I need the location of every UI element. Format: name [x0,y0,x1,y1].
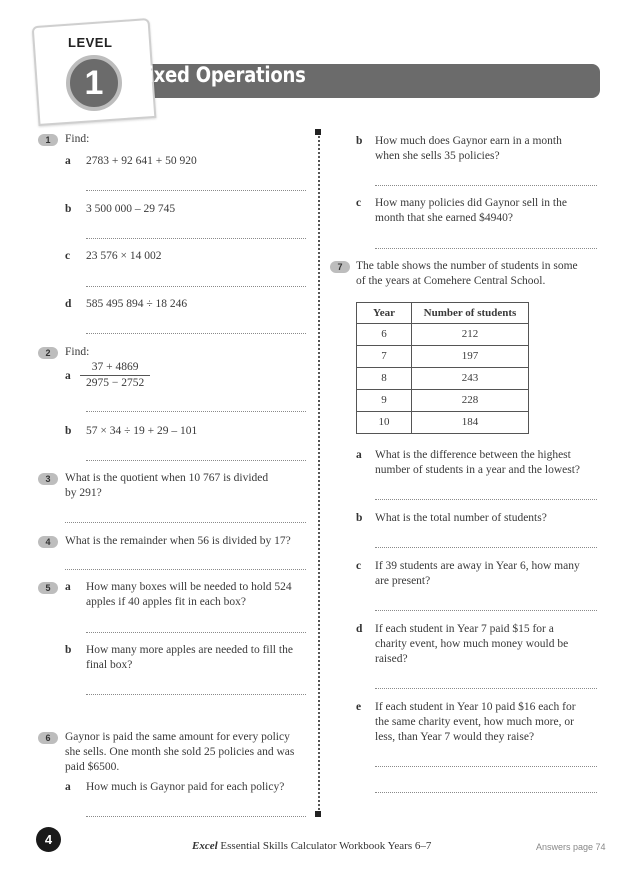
q1-d-expression: 585 495 894 ÷ 18 246 [86,298,188,310]
q7-part-c-label: c [356,560,362,572]
q7-d-line2: charity event, how much money would be [375,638,569,650]
q5-a-answer-line[interactable] [86,632,306,633]
q6-text-line3: paid $6500. [65,761,120,773]
footer-book-title [192,839,431,854]
table-cell-year: 7 [357,346,412,368]
footer-title-rest: Essential Skills Calculator Workbook Years 6–7 [217,840,432,852]
q7-part-e-label: e [356,701,362,713]
table-cell-year: 8 [357,368,412,390]
table-header-row [357,303,529,324]
table-row [357,368,529,390]
q6-part-a-label: a [65,781,71,793]
q7-e-line3: less, than Year 7 would they raise? [375,731,535,743]
q5-a-line1: How many boxes will be needed to hold 524 [86,581,292,593]
q7-d-line1: If each student in Year 7 paid $15 for a [375,623,554,635]
divider-end-bottom [315,811,321,817]
q6-b-line2: when she sells 35 policies? [375,150,500,162]
q4-text: What is the remainder when 56 is divided by 17? [65,535,291,547]
q1-part-d-label: d [65,298,72,310]
q7-b-answer-line[interactable] [375,547,597,548]
question-number-1: 1 [38,134,58,146]
q5-b-answer-line[interactable] [86,694,306,695]
table-row [357,390,529,412]
table-cell-students: 184 [412,412,529,434]
q2-a-numerator: 37 + 4869 [80,360,150,376]
divider-end-top [315,129,321,135]
students-table [356,302,529,434]
q2-part-a-label: a [65,370,71,382]
q7-part-a-label: a [356,449,362,461]
q3-text-line2: by 291? [65,487,102,499]
table-cell-year: 9 [357,390,412,412]
table-row [357,346,529,368]
q5-a-line2: apples if 40 apples fit in each box? [86,596,246,608]
column-divider [318,132,320,814]
level-number-badge: 1 [66,55,122,111]
q7-text-line1: The table shows the number of students in some [356,260,578,272]
q7-a-line2: number of students in a year and the lowest? [375,464,581,476]
q7-c-line2: are present? [375,575,431,587]
page-title: Mixed Operations [130,63,306,87]
q7-e-line1: If each student in Year 10 paid $16 each for [375,701,576,713]
q7-d-answer-line[interactable] [375,688,597,689]
q1-part-a-label: a [65,155,71,167]
q7-d-line3: raised? [375,653,408,665]
q7-e-answer-line-1[interactable] [375,766,597,767]
q3-answer-line[interactable] [65,522,306,523]
table-cell-students: 228 [412,390,529,412]
footer-answers-ref: Answers page 74 [536,842,606,852]
table-cell-students: 212 [412,324,529,346]
q6-b-answer-line[interactable] [375,185,597,186]
q2-a-denominator: 2975 − 2752 [86,377,145,389]
table-header-year: Year [357,303,412,324]
q2-a-fraction [80,360,150,391]
question-number-3: 3 [38,473,58,485]
q2-prompt: Find: [65,346,90,358]
q6-a-text: How much is Gaynor paid for each policy? [86,781,285,793]
q5-part-a-label: a [65,581,71,593]
q7-e-line2: the same charity event, how much more, or [375,716,574,728]
q5-part-b-label: b [65,644,72,656]
q5-b-line2: final box? [86,659,133,671]
q1-c-answer-line[interactable] [86,286,306,287]
q1-part-c-label: c [65,250,71,262]
q1-a-expression: 2783 + 92 641 + 50 920 [86,155,197,167]
q2-b-expression: 57 × 34 ÷ 19 + 29 – 101 [86,425,198,437]
table-cell-students: 243 [412,368,529,390]
q6-text-line2: she sells. One month she sold 25 policies and was [65,746,295,758]
q6-text-line1: Gaynor is paid the same amount for every policy [65,731,290,743]
question-number-4: 4 [38,536,58,548]
q1-b-answer-line[interactable] [86,238,306,239]
q7-a-line1: What is the difference between the highest [375,449,571,461]
question-number-7: 7 [330,261,350,273]
q1-c-expression: 23 576 × 14 002 [86,250,162,262]
q5-b-line1: How many more apples are needed to fill the [86,644,293,656]
q7-part-b-label: b [356,512,363,524]
q2-b-answer-line[interactable] [86,460,306,461]
q7-e-answer-line-2[interactable] [375,792,597,793]
q3-text-line1: What is the quotient when 10 767 is divided [65,472,269,484]
q7-text-line2: of the years at Comehere Central School. [356,275,546,287]
table-row [357,324,529,346]
q6-c-line2: month that she earned $4940? [375,212,513,224]
q4-answer-line[interactable] [65,569,306,570]
q6-part-b-label: b [356,135,363,147]
q7-c-line1: If 39 students are away in Year 6, how many [375,560,580,572]
q6-part-c-label: c [356,197,362,209]
q6-c-answer-line[interactable] [375,248,597,249]
q2-part-b-label: b [65,425,72,437]
table-header-students: Number of students [412,303,529,324]
table-cell-year: 10 [357,412,412,434]
level-label: LEVEL [68,35,113,50]
page-number-badge: 4 [36,827,61,852]
q7-part-d-label: d [356,623,363,635]
q1-d-answer-line[interactable] [86,333,306,334]
q2-a-answer-line[interactable] [86,411,306,412]
q7-b-text: What is the total number of students? [375,512,547,524]
q1-part-b-label: b [65,203,72,215]
question-number-2: 2 [38,347,58,359]
table-row [357,412,529,434]
q1-a-answer-line[interactable] [86,190,306,191]
q1-prompt: Find: [65,133,90,145]
table-cell-year: 6 [357,324,412,346]
q7-a-answer-line[interactable] [375,499,597,500]
question-number-5: 5 [38,582,58,594]
q1-b-expression: 3 500 000 – 29 745 [86,203,176,215]
q6-c-line1: How many policies did Gaynor sell in the [375,197,567,209]
q6-b-line1: How much does Gaynor earn in a month [375,135,562,147]
q6-a-answer-line[interactable] [86,816,306,817]
q7-c-answer-line[interactable] [375,610,597,611]
footer-brand: Excel [192,840,218,852]
table-cell-students: 197 [412,346,529,368]
question-number-6: 6 [38,732,58,744]
